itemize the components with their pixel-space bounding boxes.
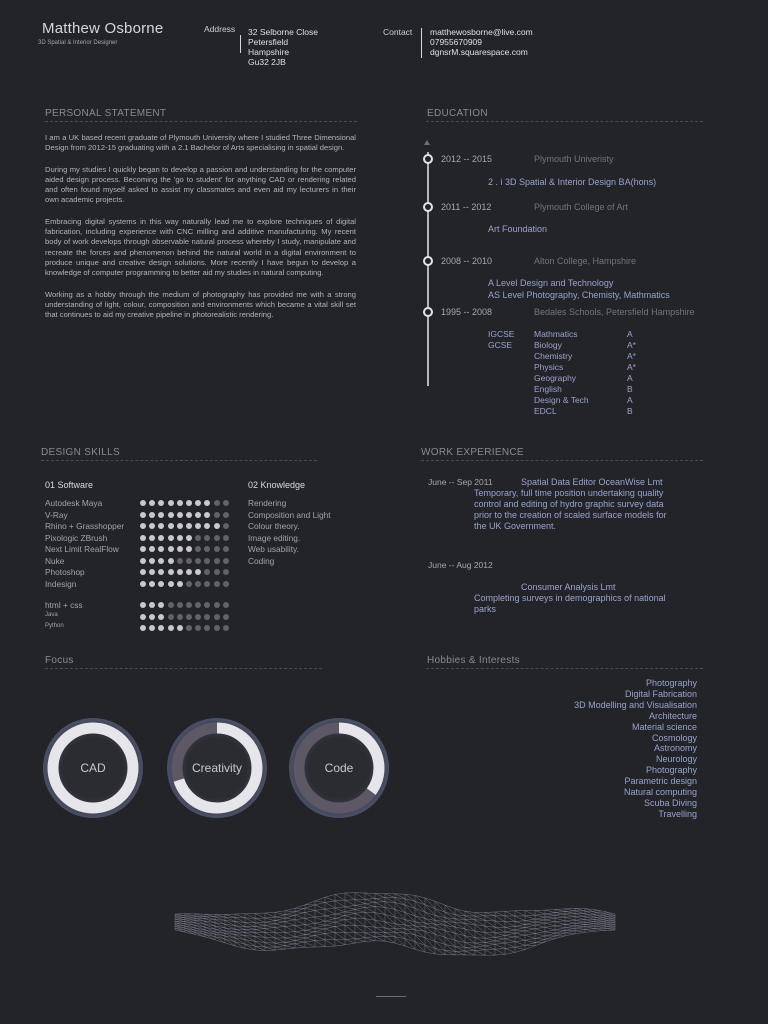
- focus-title: Focus: [45, 655, 74, 666]
- skill-dot-icon: [158, 569, 164, 575]
- contact-website[interactable]: dgnsrM.squarespace.com: [430, 47, 528, 57]
- skill-dot-icon: [140, 581, 146, 587]
- footer-divider: [376, 996, 406, 997]
- education-detail: Art Foundation: [488, 224, 548, 234]
- skill-dot-icon: [177, 523, 183, 529]
- subject: Mathmatics: [534, 329, 578, 339]
- contact-divider: [421, 28, 422, 58]
- education-institution: Plymouth Univeristy: [534, 154, 614, 164]
- skill-dot-icon: [158, 602, 164, 608]
- skill-dot-icon: [177, 558, 183, 564]
- knowledge-list: [248, 498, 331, 567]
- address-line: Gu32 2JB: [248, 57, 286, 67]
- skill-dot-icon: [177, 614, 183, 620]
- skill-name: Indesign: [45, 578, 77, 589]
- skill-level-dots: [140, 581, 229, 587]
- personal-statement-title: PERSONAL STATEMENT: [45, 108, 167, 119]
- skill-dot-icon: [149, 523, 155, 529]
- skill-dot-icon: [140, 569, 146, 575]
- skill-dot-icon: [204, 602, 210, 608]
- timeline-arrow-icon: [424, 140, 430, 145]
- skill-dot-icon: [168, 558, 174, 564]
- skill-dot-icon: [195, 602, 201, 608]
- candidate-tagline: 3D Spatial & Interior Designer: [38, 40, 118, 46]
- skill-level-dots: [140, 558, 229, 564]
- skill-dot-icon: [158, 500, 164, 506]
- skill-dot-icon: [177, 602, 183, 608]
- education-dates: 2008 -- 2010: [441, 256, 493, 266]
- knowledge-item: Coding: [248, 555, 275, 566]
- subject: Physics: [534, 362, 564, 372]
- subject: Chemistry: [534, 351, 573, 361]
- skill-row: [45, 612, 245, 624]
- skill-dot-icon: [195, 500, 201, 506]
- subject: Biology: [534, 340, 562, 350]
- hobby-item: Material science: [631, 721, 697, 732]
- skill-dot-icon: [149, 535, 155, 541]
- work-description-line: Temporary, full time position undertaking quality: [474, 488, 664, 498]
- skill-dot-icon: [158, 614, 164, 620]
- skill-name: Nuke: [45, 555, 65, 566]
- hobbies-list: [574, 678, 697, 820]
- skill-row: [45, 521, 245, 533]
- skill-dot-icon: [149, 512, 155, 518]
- skill-dot-icon: [195, 512, 201, 518]
- skill-dot-icon: [168, 581, 174, 587]
- education-institution: Plymouth College of Art: [534, 202, 629, 212]
- hobby-item: Travelling: [658, 808, 697, 819]
- education-dates: 1995 -- 2008: [441, 307, 493, 317]
- skill-row: [45, 510, 245, 522]
- work-description-line: Completing surveys in demographics of national: [474, 593, 666, 603]
- skill-level-dots: [140, 614, 229, 620]
- skill-dot-icon: [149, 546, 155, 552]
- skill-dot-icon: [186, 625, 192, 631]
- grade: B: [627, 406, 633, 416]
- skill-row: [45, 498, 245, 510]
- wireframe-terrain-graphic: [170, 872, 620, 972]
- personal-statement-body: [45, 133, 356, 331]
- address-block: [248, 27, 318, 67]
- qualification: IGCSE: [488, 329, 515, 339]
- skill-dot-icon: [204, 523, 210, 529]
- work-dates: June -- Aug 2012: [428, 560, 493, 570]
- subject: Geography: [534, 373, 577, 383]
- skill-dot-icon: [214, 500, 220, 506]
- skill-dot-icon: [223, 535, 229, 541]
- work-description: [474, 593, 666, 615]
- section-divider: [426, 121, 703, 122]
- focus-ring-cad: [43, 718, 143, 818]
- skill-level-dots: [140, 535, 229, 541]
- hobby-item: Parametric design: [624, 776, 697, 787]
- skill-level-dots: [140, 512, 229, 518]
- skill-dot-icon: [214, 581, 220, 587]
- knowledge-item: Colour theory.: [248, 521, 300, 531]
- skill-dot-icon: [177, 569, 183, 575]
- work-role: Consumer Analysis Lmt: [521, 582, 616, 592]
- skill-level-dots: [140, 500, 229, 506]
- grade: A: [627, 395, 633, 405]
- skill-dot-icon: [214, 523, 220, 529]
- skill-name: Rhino + Grasshopper: [45, 521, 125, 531]
- hobby-item: Cosmology: [651, 732, 697, 743]
- skill-dot-icon: [177, 512, 183, 518]
- hobby-item: Photography: [645, 678, 697, 688]
- focus-ring-code: [289, 718, 389, 818]
- skill-dot-icon: [195, 535, 201, 541]
- section-divider: [41, 460, 317, 461]
- education-detail: AS Level Photography, Chemisty, Mathmatics: [488, 290, 670, 300]
- statement-paragraph: Embracing digital systems in this way naturally lead me to explore techniques of digital fabrication, including experience with CNC milling and additive manufacturing. My recent body of work develops through observable natural process whereby I study, manipulate and recreate the forces and phenomenon behind the natural world in a digital environment to produce unique and creative design solutions. More recently I have begun to develop a knowledge of computer programming to better aid my studies in natural computing.: [45, 216, 356, 278]
- skill-dot-icon: [214, 546, 220, 552]
- hobby-item: Astronomy: [653, 743, 697, 754]
- skill-dot-icon: [177, 546, 183, 552]
- contact-block: [430, 27, 533, 57]
- skill-dot-icon: [214, 569, 220, 575]
- skill-dot-icon: [195, 558, 201, 564]
- skill-row: [45, 623, 245, 635]
- skill-dot-icon: [149, 602, 155, 608]
- education-institution: Bedales Schools, Petersfield Hampshire: [534, 307, 695, 317]
- skill-dot-icon: [149, 500, 155, 506]
- knowledge-item: Composition and Light: [248, 509, 331, 520]
- software-heading: 01 Software: [45, 480, 94, 490]
- section-divider: [45, 121, 357, 122]
- education-title: EDUCATION: [427, 108, 488, 119]
- skill-dot-icon: [149, 614, 155, 620]
- knowledge-item: Web usability.: [248, 544, 299, 554]
- skill-dot-icon: [158, 546, 164, 552]
- skill-dot-icon: [223, 523, 229, 529]
- skill-dot-icon: [186, 546, 192, 552]
- skill-row: [45, 567, 245, 579]
- skill-dot-icon: [204, 546, 210, 552]
- skill-dot-icon: [204, 625, 210, 631]
- timeline-node-icon: [423, 307, 433, 317]
- skill-dot-icon: [140, 614, 146, 620]
- skill-dot-icon: [177, 535, 183, 541]
- skill-dot-icon: [223, 602, 229, 608]
- grade: A: [627, 329, 633, 339]
- skill-row: [45, 600, 245, 612]
- contact-label: Contact: [383, 27, 413, 37]
- address-label: Address: [204, 24, 236, 34]
- work-role: Spatial Data Editor OceanWise Lmt: [521, 477, 663, 487]
- focus-label: Code: [324, 761, 354, 775]
- skill-dot-icon: [223, 581, 229, 587]
- work-description-line: prior to the creation of scaled surface models for: [474, 510, 667, 520]
- skill-dot-icon: [186, 535, 192, 541]
- grade: A*: [627, 351, 636, 361]
- skill-dot-icon: [204, 512, 210, 518]
- skill-dot-icon: [177, 500, 183, 506]
- skill-row: [45, 579, 245, 591]
- skill-dot-icon: [223, 558, 229, 564]
- skill-dot-icon: [223, 500, 229, 506]
- skill-dot-icon: [214, 558, 220, 564]
- hobbies-title: Hobbies & Interests: [427, 655, 520, 666]
- skill-dot-icon: [158, 581, 164, 587]
- education-detail: 2 . i 3D Spatial & Interior Design BA(hons): [488, 177, 657, 187]
- skill-dot-icon: [177, 581, 183, 587]
- skill-dot-icon: [158, 625, 164, 631]
- skill-dot-icon: [186, 569, 192, 575]
- timeline-node-icon: [423, 154, 433, 164]
- skill-dot-icon: [186, 512, 192, 518]
- skill-dot-icon: [140, 602, 146, 608]
- skill-dot-icon: [214, 625, 220, 631]
- skill-dot-icon: [204, 614, 210, 620]
- skill-dot-icon: [186, 500, 192, 506]
- work-description-line: the UK Government.: [474, 521, 557, 531]
- education-dates: 2012 -- 2015: [441, 154, 493, 164]
- skill-dot-icon: [168, 500, 174, 506]
- statement-paragraph: I am a UK based recent graduate of Plymouth University where I studied Three Dimensional Design from 2012-15 graduating with a 2.1 Bachelor of Arts specialising in spatial design.: [45, 133, 356, 153]
- timeline-node-icon: [423, 256, 433, 266]
- skill-dot-icon: [204, 558, 210, 564]
- skill-dot-icon: [168, 546, 174, 552]
- skill-dot-icon: [186, 614, 192, 620]
- skill-dot-icon: [168, 523, 174, 529]
- skill-name: html + css: [45, 600, 83, 610]
- statement-paragraph: During my studies I quickly began to develop a passion and understanding for the computer aided design process. Becoming the 'go to student' for anything CAD or rendering related and often found myself asked to assist my classmates and even aid my lecturers in their own academic projects.: [45, 164, 356, 205]
- education-dates: 2011 -- 2012: [441, 202, 492, 212]
- grade: A*: [627, 340, 636, 350]
- skill-dot-icon: [168, 535, 174, 541]
- skill-dot-icon: [140, 523, 146, 529]
- address-line: Hampshire: [248, 47, 290, 57]
- skill-level-dots: [140, 523, 229, 529]
- skill-dot-icon: [140, 512, 146, 518]
- skill-dot-icon: [195, 546, 201, 552]
- skill-row: [45, 533, 245, 545]
- subject-list: [534, 329, 589, 417]
- skill-level-dots: [140, 602, 229, 608]
- grade: A*: [627, 362, 636, 372]
- skill-dot-icon: [177, 625, 183, 631]
- hobby-item: Neurology: [655, 754, 697, 765]
- skill-dot-icon: [195, 581, 201, 587]
- education-detail: A Level Design and Technology: [488, 278, 614, 288]
- skill-dot-icon: [149, 625, 155, 631]
- grade-list: [627, 329, 636, 417]
- skill-level-dots: [140, 546, 229, 552]
- skill-dot-icon: [195, 614, 201, 620]
- skill-dot-icon: [149, 569, 155, 575]
- skill-dot-icon: [223, 625, 229, 631]
- skill-dot-icon: [168, 602, 174, 608]
- address-line: Petersfield: [248, 37, 289, 47]
- skill-dot-icon: [223, 614, 229, 620]
- skill-dot-icon: [140, 558, 146, 564]
- hobby-item: Natural computing: [623, 787, 697, 798]
- grade: A: [627, 373, 633, 383]
- skill-dot-icon: [186, 602, 192, 608]
- skill-name: Java: [45, 611, 58, 618]
- skill-dot-icon: [214, 602, 220, 608]
- qualification: GCSE: [488, 340, 513, 350]
- skill-dot-icon: [223, 512, 229, 518]
- skill-dot-icon: [140, 625, 146, 631]
- skill-dot-icon: [158, 558, 164, 564]
- skill-level-dots: [140, 569, 229, 575]
- skill-dot-icon: [149, 581, 155, 587]
- hobby-item: Architecture: [648, 710, 697, 721]
- skill-dot-icon: [204, 581, 210, 587]
- work-description: [474, 488, 667, 532]
- knowledge-item: Image editing.: [248, 532, 301, 543]
- education-timeline: [427, 152, 429, 386]
- focus-rings: [30, 700, 410, 840]
- skill-dot-icon: [186, 558, 192, 564]
- skill-dot-icon: [149, 558, 155, 564]
- address-line: 32 Selborne Close: [248, 27, 318, 37]
- hobby-item: 3D Modelling and Visualisation: [574, 699, 697, 710]
- skill-dot-icon: [140, 535, 146, 541]
- skill-dot-icon: [204, 569, 210, 575]
- skill-dot-icon: [158, 523, 164, 529]
- skill-name: Python: [45, 623, 64, 629]
- timeline-node-icon: [423, 202, 433, 212]
- address-divider: [240, 35, 241, 53]
- subject: EDCL: [534, 406, 557, 416]
- focus-label: Creativity: [191, 761, 243, 775]
- work-dates: June -- Sep 2011: [428, 477, 493, 487]
- statement-paragraph: Working as a hobby through the medium of photography has provided me with a strong understanding of light, colour, composition and environments which became a vital skill set that continues to aid my creative pipeline in photorealistic rendering.: [45, 289, 356, 320]
- skill-row: [45, 556, 245, 568]
- skill-name: Next Limit RealFlow: [45, 544, 119, 554]
- section-divider: [421, 460, 703, 461]
- work-description-line: control and editing of hydro graphic survey data: [474, 499, 664, 509]
- focus-ring-creativity: [167, 718, 267, 818]
- skill-name: Autodesk Maya: [45, 498, 103, 508]
- focus-label: CAD: [80, 761, 106, 775]
- skill-row: [45, 544, 245, 556]
- contact-email[interactable]: matthewosborne@live.com: [430, 27, 533, 37]
- section-divider: [45, 668, 322, 669]
- skill-dot-icon: [186, 581, 192, 587]
- skill-dot-icon: [195, 569, 201, 575]
- skill-dot-icon: [140, 500, 146, 506]
- design-skills-title: DESIGN SKILLS: [41, 447, 120, 458]
- hobby-item: Digital Fabrication: [624, 688, 697, 699]
- qualification-list: [488, 329, 514, 351]
- skill-dot-icon: [168, 614, 174, 620]
- hobby-item: Photography: [645, 765, 697, 776]
- skill-dot-icon: [168, 625, 174, 631]
- knowledge-heading: 02 Knowledge: [248, 480, 306, 490]
- knowledge-item: Rendering: [248, 498, 287, 508]
- grade: B: [627, 384, 633, 394]
- skill-dot-icon: [214, 535, 220, 541]
- hobby-item: Scuba Diving: [643, 797, 697, 808]
- skill-dot-icon: [186, 523, 192, 529]
- skill-dot-icon: [214, 512, 220, 518]
- skill-dot-icon: [223, 546, 229, 552]
- skill-dot-icon: [195, 625, 201, 631]
- section-divider: [426, 668, 703, 669]
- skill-dot-icon: [140, 546, 146, 552]
- skill-dot-icon: [223, 569, 229, 575]
- skill-name: V-Ray: [45, 509, 68, 520]
- skill-level-dots: [140, 625, 229, 631]
- skill-name: Pixologic ZBrush: [45, 532, 108, 543]
- work-description-line: parks: [474, 604, 497, 614]
- skill-dot-icon: [204, 500, 210, 506]
- candidate-name: Matthew Osborne: [42, 20, 164, 37]
- skill-dot-icon: [158, 535, 164, 541]
- contact-phone[interactable]: 07955670909: [430, 37, 483, 47]
- skill-dot-icon: [195, 523, 201, 529]
- skill-name: Photoshop: [45, 567, 85, 577]
- subject: English: [534, 384, 562, 394]
- education-institution: Alton College, Hampshire: [534, 256, 637, 266]
- skill-dot-icon: [204, 535, 210, 541]
- skill-dot-icon: [158, 512, 164, 518]
- skill-dot-icon: [168, 512, 174, 518]
- skill-dot-icon: [214, 614, 220, 620]
- skill-dot-icon: [168, 569, 174, 575]
- work-experience-title: WORK EXPERIENCE: [421, 447, 524, 458]
- subject: Design & Tech: [534, 395, 589, 405]
